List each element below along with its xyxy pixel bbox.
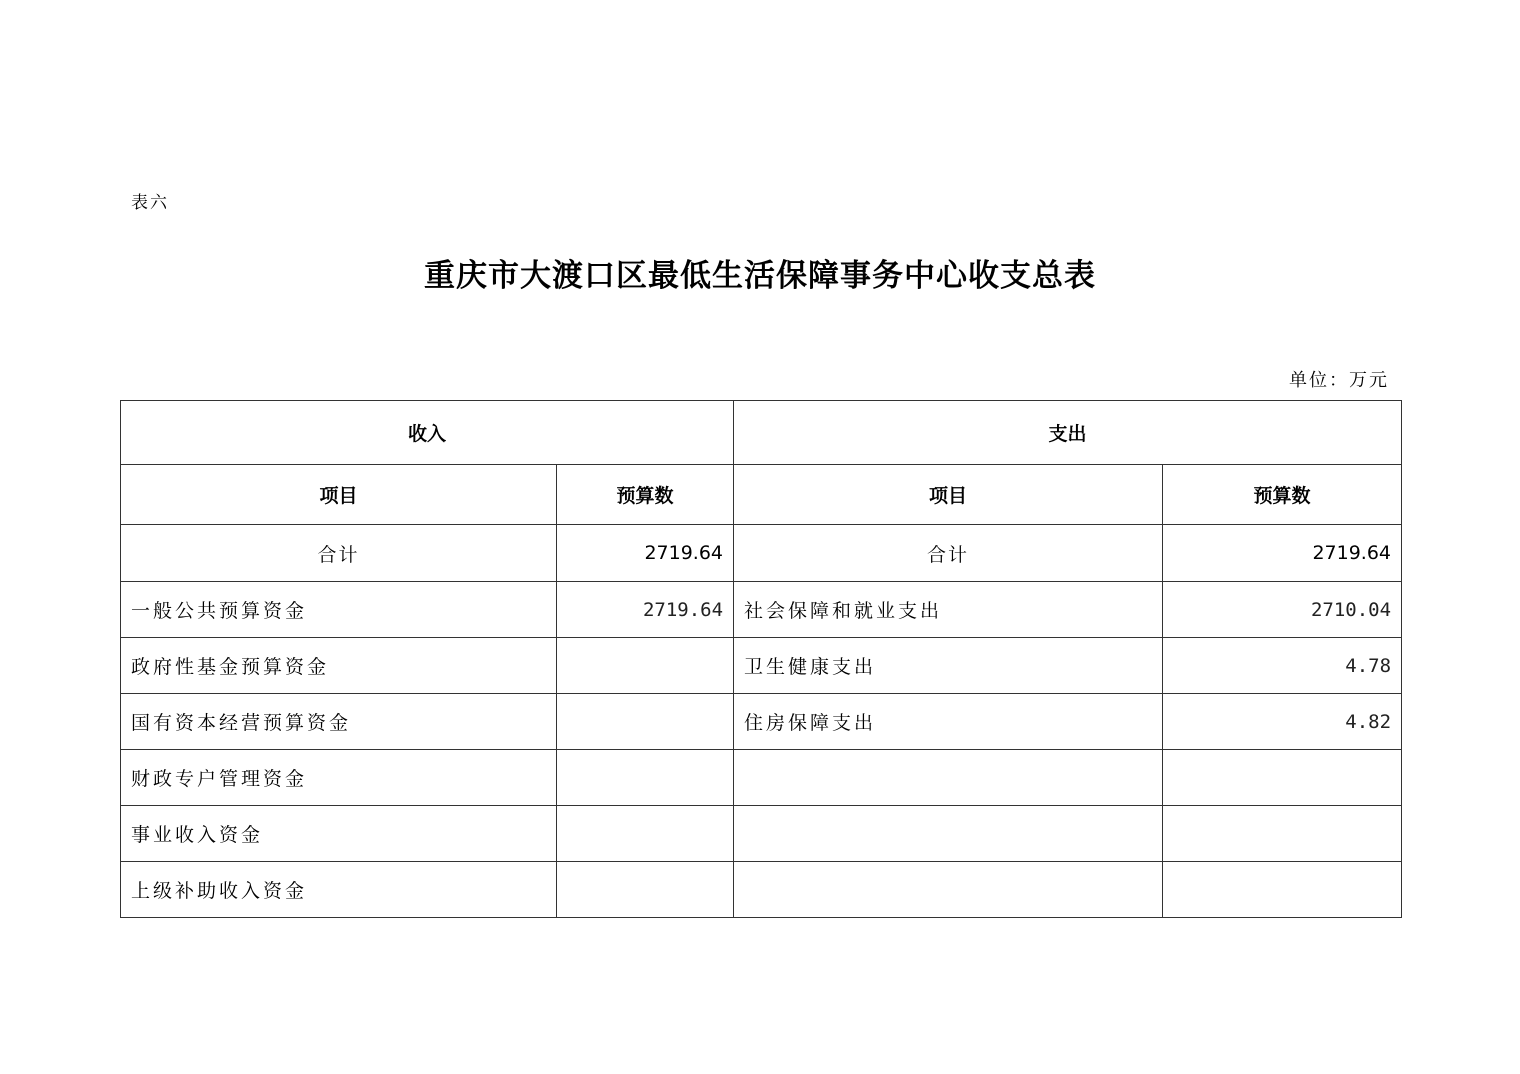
- expense-item-value: 4.82: [1163, 694, 1402, 750]
- income-section-header: 收入: [121, 401, 734, 465]
- expense-item-name: [734, 806, 1163, 862]
- income-item-value: [557, 750, 734, 806]
- total-row: [121, 525, 1402, 582]
- income-total-label: 合计: [121, 525, 557, 582]
- expense-item-value: [1163, 862, 1402, 918]
- expense-item-value: 2710.04: [1163, 582, 1402, 638]
- expense-total-value: 2719.64: [1163, 525, 1402, 582]
- table-row: [121, 638, 1402, 694]
- expense-item-name: 社会保障和就业支出: [734, 582, 1163, 638]
- income-item-name: 事业收入资金: [121, 806, 557, 862]
- income-total-value: 2719.64: [557, 525, 734, 582]
- income-item-name: 上级补助收入资金: [121, 862, 557, 918]
- expense-budget-column-header: 预算数: [1163, 465, 1402, 525]
- income-item-value: [557, 694, 734, 750]
- income-item-value: 2719.64: [557, 582, 734, 638]
- expense-total-label: 合计: [734, 525, 1163, 582]
- expense-item-column-header: 项目: [734, 465, 1163, 525]
- unit-label: 单位：万元: [1289, 370, 1389, 391]
- expense-item-name: 住房保障支出: [734, 694, 1163, 750]
- expense-item-value: [1163, 750, 1402, 806]
- expense-item-value: 4.78: [1163, 638, 1402, 694]
- expense-item-value: [1163, 806, 1402, 862]
- expense-item-name: 卫生健康支出: [734, 638, 1163, 694]
- section-header-row: [121, 401, 1402, 465]
- income-item-column-header: 项目: [121, 465, 557, 525]
- table-row: [121, 806, 1402, 862]
- income-item-value: [557, 638, 734, 694]
- income-budget-column-header: 预算数: [557, 465, 734, 525]
- income-item-name: 政府性基金预算资金: [121, 638, 557, 694]
- income-expense-table: [120, 400, 1402, 918]
- income-item-value: [557, 806, 734, 862]
- income-item-name: 国有资本经营预算资金: [121, 694, 557, 750]
- income-item-name: 财政专户管理资金: [121, 750, 557, 806]
- expense-item-name: [734, 862, 1163, 918]
- expense-section-header: 支出: [734, 401, 1402, 465]
- table-row: [121, 750, 1402, 806]
- income-item-name: 一般公共预算资金: [121, 582, 557, 638]
- table-row: [121, 862, 1402, 918]
- table-row: [121, 582, 1402, 638]
- table-row: [121, 694, 1402, 750]
- expense-item-name: [734, 750, 1163, 806]
- table-number-label: 表六: [131, 193, 169, 213]
- column-header-row: [121, 465, 1402, 525]
- page-title: 重庆市大渡口区最低生活保障事务中心收支总表: [424, 258, 1096, 294]
- income-item-value: [557, 862, 734, 918]
